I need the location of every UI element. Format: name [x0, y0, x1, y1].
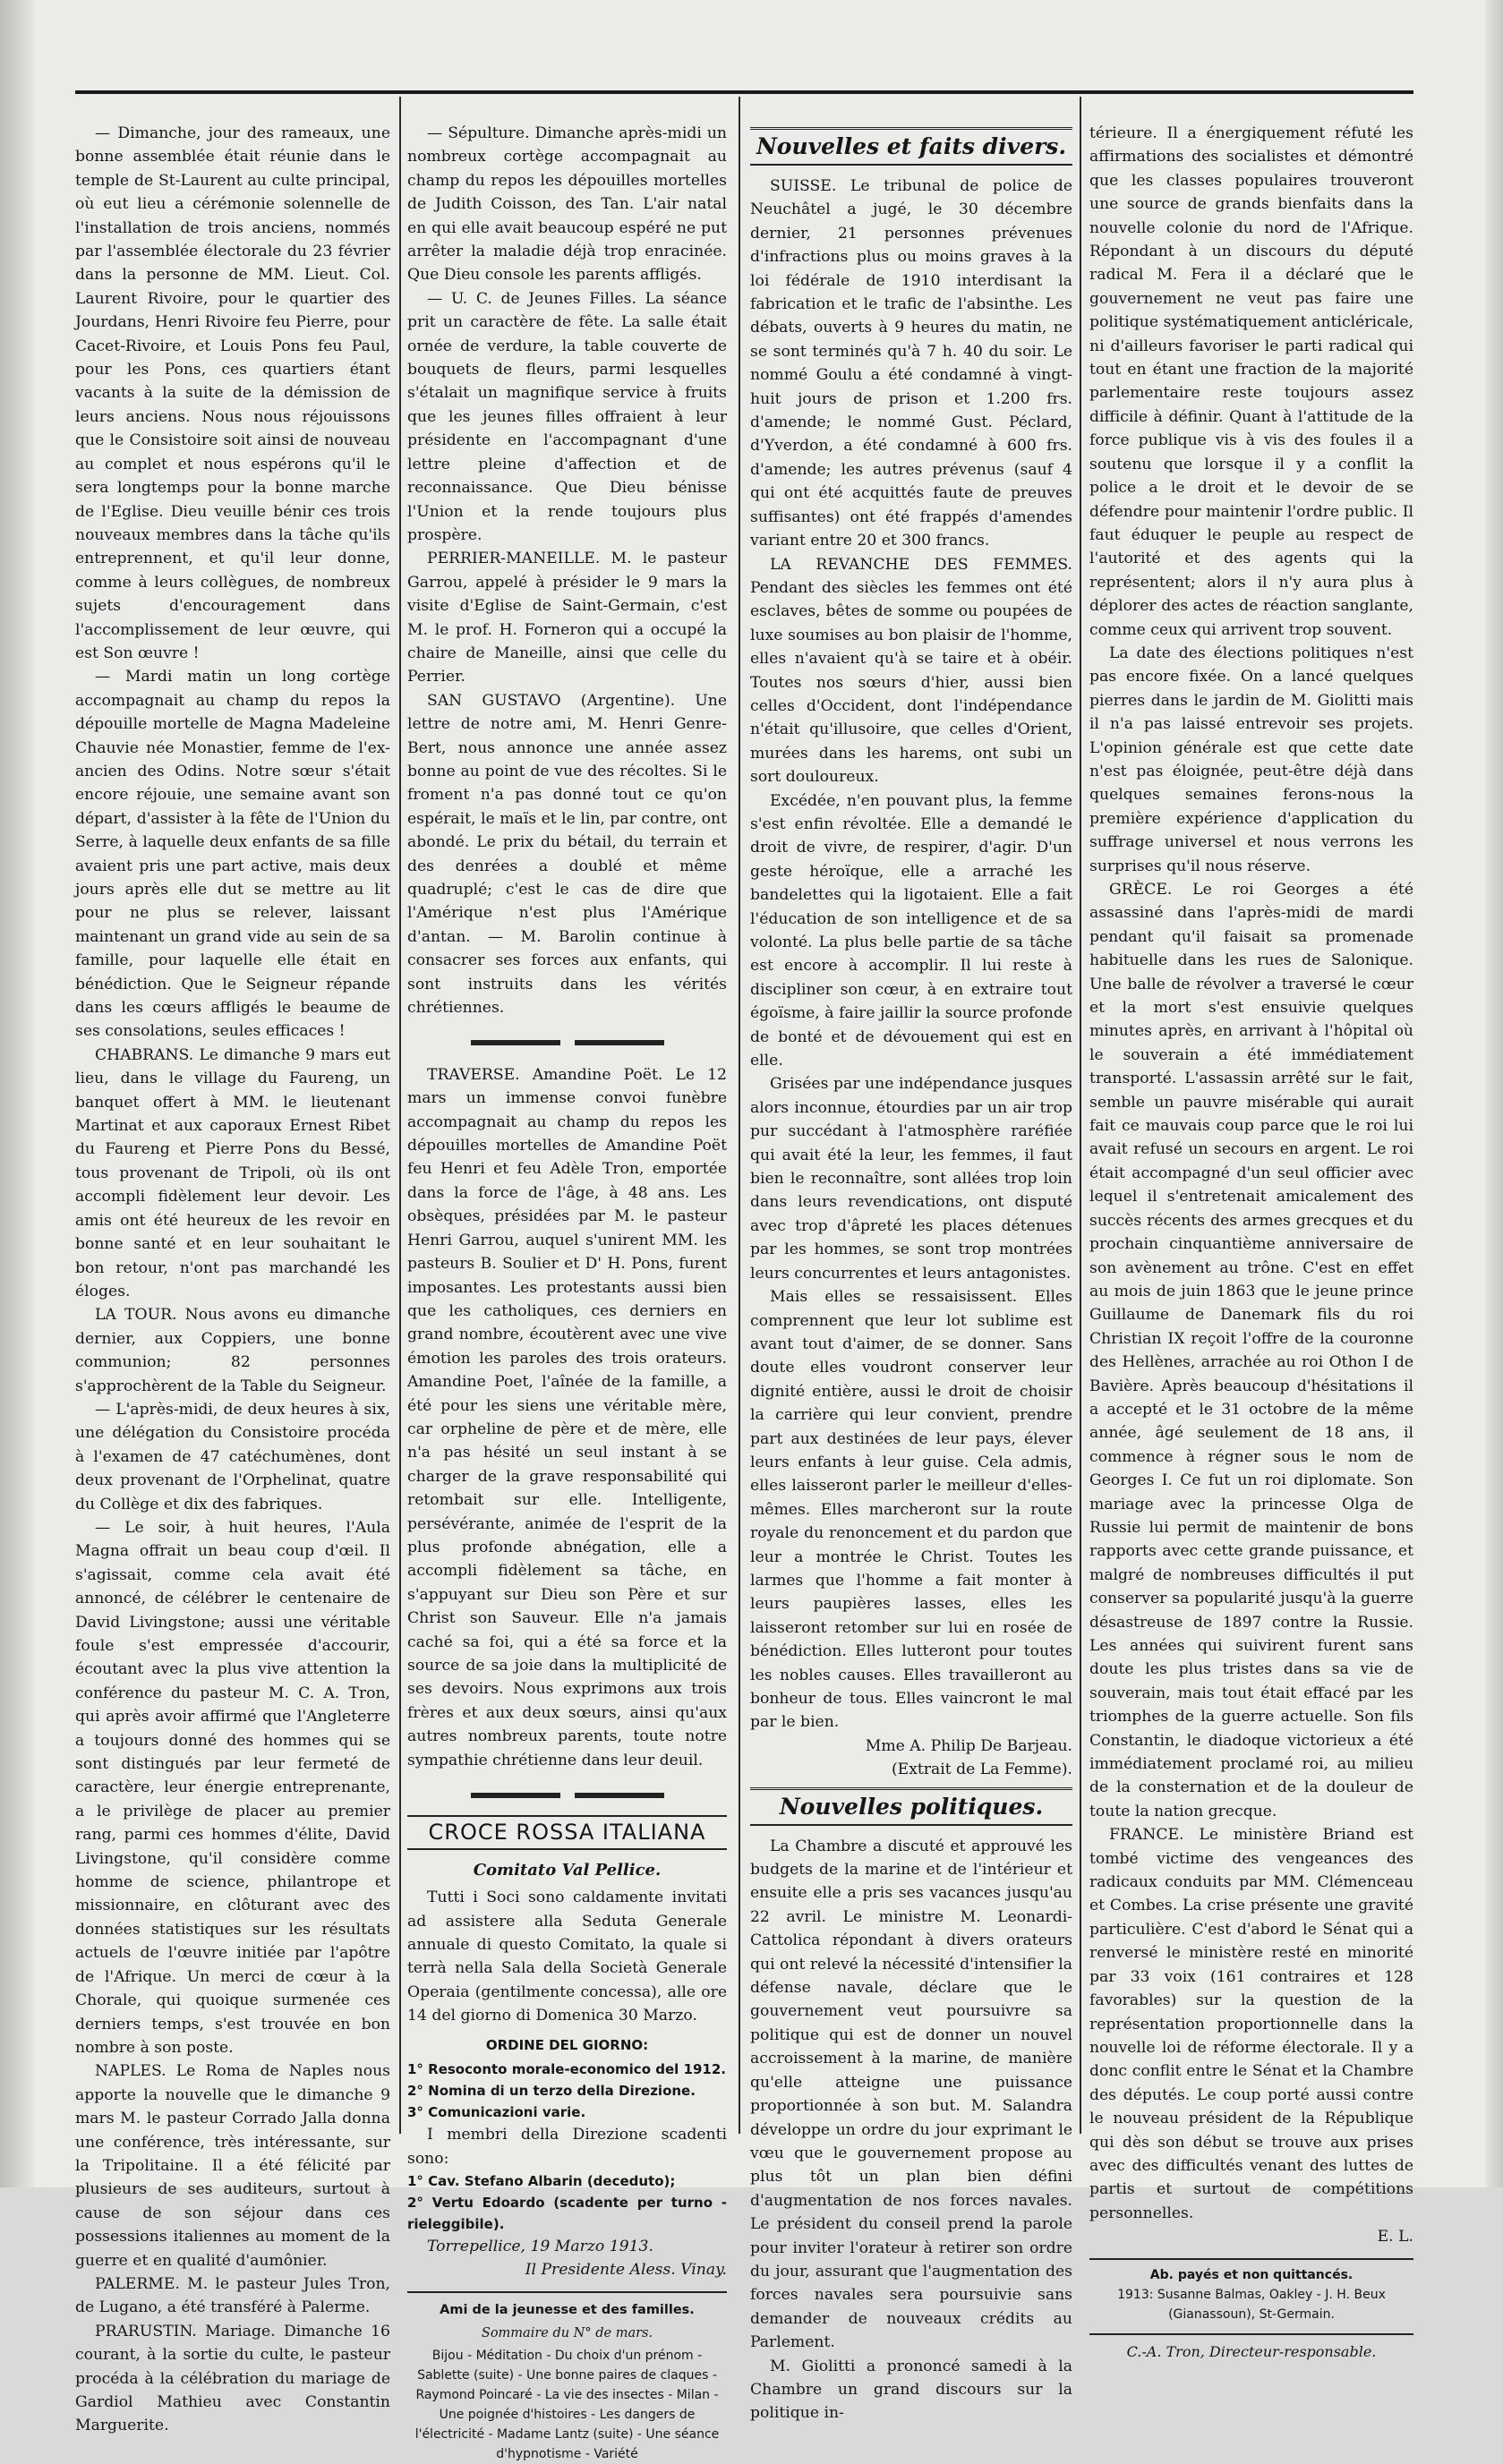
croce-intro: Tutti i Soci sono caldamente invitati ad assistere alla Seduta Generale annuale di questo Comitato, la quale si terrà nella Sala della Società Generale Operaia (gentilmente concessa), alle ore 14 del giorno di Domenica 30 Marzo.: [407, 1888, 727, 2025]
article-paragraph: — Mardi matin un long cortège accompagnait au champ du repos la dépouille mortelle de Magna Madeleine Chauvie née Monastier, femme de l'ex-ancien des Odins. Notre sœur s'était encore réjouie, une semaine avant son départ, d'assister à la fête de l'Union du Serre, à laquelle deux enfants de sa fille avaient pris une part active, mais deux jours après elle dut se mettre au lit pour ne plus se relever, laissant maintenant un grand vide au sein de sa famille, pour laquelle elle était en bénédiction. Que le Seigneur répande dans les cœurs affligés le beaume de ses consolations, seules efficaces !: [75, 668, 390, 1041]
odg-item: 1° Resoconto morale-economico del 1912.: [407, 2061, 726, 2078]
column-4: [1089, 122, 1413, 2360]
article-paragraph: SAN GUSTAVO (Argentine). Une lettre de notre ami, M. Henri Genre-Bert, nous annonce une année assez bonne au point de vue des récoltes. Si le froment n'a pas donné tout ce qu'on espérait, le maïs et le lin, par contre, ont abondé. Le prix du bétail, du terrain et des denrées a doublé et même quadruplé; c'est le cas de dire que l'Amérique n'est plus l'Amérique d'antan. — M. Barolin continue à consacrer ses forces aux enfants, qui sont instruits dans les vérités chrétiennes.: [407, 691, 727, 1018]
article-paragraph: La date des élections politiques n'est pas encore fixée. On a lancé quelques pierres dans le jardin de M. Giolitti mais il n'a pas laissé entrevoir ses projets. L'opinion générale est que cette date n'est pas éloignée, peut-être déjà dans quelques semaines ferons-nous la première expérience d'application du suffrage universel et nous verrons les surprises qu'il nous réserve.: [1089, 644, 1413, 875]
article-paragraph: TRAVERSE. Amandine Poët. Le 12 mars un immense convoi funèbre accompagnait au champ du repos les dépouilles mortelles de Amandine Poët feu Henri et feu Adèle Tron, emportée dans la force de l'âge, à 48 ans. Les obsèques, présidées par M. le pasteur Henri Garrou, auquel s'unirent MM. les pasteurs B. Soulier et D' H. Pons, furent imposantes. Les protestants aussi bien que les catholiques, ces derniers en grand nombre, écoutèrent avec une vive émotion les paroles des trois orateurs. Amandine Poet, l'aînée de la famille, a été pour les siens une véritable mère, car orpheline de père et de mère, elle n'a pas hésité un seul instant à se charger de la grave responsabilité qui retombait sur elle. Intelligente, persévérante, animée de l'esprit de la plus profonde abnégation, elle a accompli fidèlement sa tâche, en s'appuyant sur Dieu son Père et sur Christ son Sauveur. Elle n'a jamais caché sa foi, qui a été sa force et la source de sa joie dans la multiplicité de ses devoirs. Nous exprimons aux trois frères et aux deux sœurs, ainsi qu'aux autres nombreux parents, toute notre sympathie chrétienne dans leur deuil.: [407, 1065, 727, 1769]
article-paragraph: — Le soir, à huit heures, l'Aula Magna offrait un beau coup d'œil. Il s'agissait, comme cela avait été annoncé, de célébrer le centenaire de David Livingstone; aussi une véritable foule s'est empressée d'accourir, écoutant avec la plus vive attention la conférence du pasteur M. C. A. Tron, qui après avoir affirmé que l'Angleterre a toujours donné des hommes qui se sont distingués par leur fermeté de caractère, leur énergie entreprenante, a le privilège de placer au premier rang, parmi ces hommes d'élite, David Livingstone, qu'il considère comme homme de science, philantrope et missionnaire, en clôturant avec des données statistiques sur les résultats actuels de l'œuvre initiée par l'apôtre de l'Afrique. Un merci de cœur à la Chorale, qui quoique surmenée ces derniers temps, s'est trouvée en bon nombre à son poste.: [75, 1518, 390, 2057]
croce-president: Il Presidente Aless. Vinay.: [525, 2261, 727, 2280]
comitato-heading: Comitato Val Pellice.: [473, 1860, 662, 1880]
section-rule: [1089, 2258, 1413, 2260]
article-paragraph: Mais elles se ressaisissent. Elles comprennent que leur lot sublime est avant tout d'aimer, de se donner. Sans doute elles voudront conserver leur dignité entière, aussi le droit de choisir la carrière qui leur convient, prendre part aux destinées de leur pays, élever leurs enfants à leur guise. Cela admis, elles laisseront parler le meilleur d'elles-mêmes. Elles marcheront sur la route royale du renoncement et du pardon que leur a montrée le Christ. Toutes les larmes que l'homme a fait monter à leurs paupières lasses, elles les laisseront retomber sur lui en rosée de bénédiction. Elles lutteront pour toutes les nobles causes. Elles travailleront au bonheur de tous. Elles vaincront le mal par le bien.: [750, 1288, 1072, 1732]
section-heading: Nouvelles et faits divers.: [750, 127, 1072, 166]
abonnes-text: 1913: Susanne Balmas, Oakley - J. H. Beux (Gianassoun), St-Germain.: [1117, 2287, 1386, 2322]
article-paragraph: GRÈCE. Le roi Georges a été assassiné dans l'après-midi de mardi pendant qu'il faisait sa promenade habituelle dans les rues de Salonique. Une balle de révolver a traversé le cœur et la mort s'est ensuivie quelques minutes après, en arrivant à l'hôpital où le souverain a été immédiatement transporté. L'assassin arrêté sur le fait, semble un pauvre misérable qui aurait fait ce mauvais coup parce que le roi lui avait refusé un secours en argent. Le roi était accompagné d'un seul officier avec lequel il s'entretenait amicalement des succès récents des armes grecques et du prochain cinquantième anniversaire de son avènement au trône. C'est en effet au mois de juin 1863 que le jeune prince Guillaume de Danemark fils du roi Christian IX reçoit l'offre de la couronne des Hellènes, arrachée au roi Othon I de Bavière. Après beaucoup d'hésitations il a accepté et le 31 octobre de la même année, âgé seulement de 18 ans, il commence à régner sous le nom de Georges I. Ce fut un roi diplomate. Son mariage avec la princesse Olga de Russie lui permit de maintenir de bons rapports avec cette grande puissance, et malgré de nombreuses difficultés il put conserver sa popularité jusqu'à la guerre désastreuse de 1897 contre la Russie. Les années qui suivirent furent sans doute les plus tristes dans sa vie de souverain, mais tout était effacé par les triomphes de la guerre actuelle. Son fils Constantin, le diadoque victorieux a été immédiatement proclamé roi, au milieu de la consternation et de la douleur de toute la nation grecque.: [1089, 881, 1413, 1820]
article-paragraph: LA TOUR. Nous avons eu dimanche dernier, aux Coppiers, une bonne communion; 82 personnes s'approchèrent de la Table du Seigneur.: [75, 1306, 390, 1395]
section-heading: Nouvelles politiques.: [750, 1787, 1072, 1826]
sommaire-text: Bijou - Méditation - Du choix d'un prénom - Sablette (suite) - Une bonne paires de claques - Raymond Poincaré - La vie des insectes - Milan - Une poignée d'histoires - Les dangers de l'électricité - Madame Lantz (suite) - Une séance d'hypnotisme - Variété: [414, 2348, 720, 2461]
article-paragraph: térieure. Il a énergiquement réfuté les affirmations des socialistes et démontré que les classes populaires trouveront une source de grands bienfaits dans la nouvelle colonie du nord de l'Afrique. Répondant à un discours du député radical M. Fera il a déclaré que le gouvernement ne veut pas faire une politique systématiquement anticléricale, ni d'ailleurs favoriser le parti radical qui tout en étant une fraction de la majorité parlementaire reste toujours assez difficile à définir. Quant à l'attitude de la force publique vis à vis des foules il a soutenu que lorsque il y a conflit la police a le droit et le devoir de se défendre pour maintenir l'ordre public. Il faut éduquer le peuple au respect de l'autorité et des agents qui la représentent; alors il n'y aura plus à déplorer des actes de réaction sanglante, comme ceux qui arrivent trop souvent.: [1089, 124, 1413, 639]
article-paragraph: PALERME. M. le pasteur Jules Tron, de Lugano, a été transféré à Palerme.: [75, 2274, 390, 2317]
section-rule: [1089, 2333, 1413, 2335]
article-source: (Extrait de La Femme).: [891, 1761, 1072, 1779]
sommaire-title: Ami de la jeunesse et des familles.: [440, 2302, 695, 2317]
article-paragraph: M. Giolitti a prononcé samedi à la Chambre un grand discours sur la politique in-: [750, 2357, 1072, 2423]
page-right-edge: [1485, 0, 1503, 2187]
croce-rossa-title: CROCE ROSSA ITALIANA: [407, 1815, 727, 1849]
article-paragraph: Excédée, n'en pouvant plus, la femme s'est enfin révoltée. Elle a demandé le droit de vivre, de respirer, d'agir. D'un geste héroïque, elle a arraché les bandelettes qui la ligotaient. Elle a fait l'éducation de son intelligence et de sa volonté. La plus belle partie de sa tâche est encore à accomplir. Il lui reste à discipliner son cœur, à en extraire tout égoïsme, à faire jaillir la source profonde de bonté et de dévouement qui est en elle.: [750, 791, 1072, 1070]
column-2: [407, 122, 727, 2461]
article-paragraph: — Dimanche, jour des rameaux, une bonne assemblée était réunie dans le temple de St-Laurent au culte principal, où eut lieu a cérémonie solennelle de l'installation de trois anciens, nommés par l'assemblée électorale du 23 février dans la personne de MM. Lieut. Col. Laurent Rivoire, pour le quartier des Jourdans, Henri Rivoire feu Pierre, pour Cacet-Rivoire, et Louis Pons feu Paul, pour les Pons, ces quartiers étant vacants à la suite de la démission de leurs anciens. Nous nous réjouissons que le Consistoire soit ainsi de nouveau au complet et nous espérons qu'il le sera longtemps pour la bonne marche de l'Eglise. Dieu veuille bénir ces trois nouveaux membres dans la tâche qu'ils entreprennent, et qu'il leur donne, comme à leurs collègues, de nombreux sujets d'encouragement dans l'accomplissement de leur œuvre, qui est Son œuvre !: [75, 124, 390, 662]
article-paragraph: PRARUSTIN. Mariage. Dimanche 16 courant, à la sortie du culte, le pasteur procéda à la célébration du mariage de Gardiol Mathieu avec Constantin Marguerite.: [75, 2322, 390, 2435]
article-signature: E. L.: [1377, 2228, 1413, 2247]
ornament-divider: [407, 1030, 727, 1053]
ordine-del-giorno-title: ORDINE DEL GIORNO:: [485, 2036, 649, 2053]
member-item: 2° Vertu Edoardo (scadente per turno - rieleggibile).: [407, 2194, 727, 2232]
odg-item: 3° Comunicazioni varie.: [407, 2104, 586, 2121]
column-rule: [399, 97, 401, 2134]
article-signature: Mme A. Philip De Barjeau.: [865, 1736, 1072, 1755]
article-paragraph: — L'après-midi, de deux heures à six, une délégation du Consistoire procéda à l'examen de 47 catéchumènes, dont deux provenant de l'Orphelinat, quatre du Collège et dix des fabriques.: [75, 1400, 390, 1513]
member-item: 1° Cav. Stefano Albarin (deceduto);: [407, 2172, 676, 2189]
page-left-edge: [0, 0, 34, 2187]
article-paragraph: PERRIER-MANEILLE. M. le pasteur Garrou, appelé à présider le 9 mars la visite d'Eglise de Saint-Germain, c'est M. le prof. H. Forneron qui a occupé la chaire de Maneille, ainsi que celle du Perrier.: [407, 550, 727, 686]
column-rule: [739, 97, 740, 2134]
sommaire-subtitle: Sommaire du N° de mars.: [481, 2326, 653, 2341]
article-paragraph: — Sépulture. Dimanche après-midi un nombreux cortège accompagnait au champ du repos les dépouilles mortelles de Judith Coisson, des Tan. L'air natal en qui elle avait beaucoup espéré ne put arrêter la maladie déjà trop enracinée. Que Dieu console les parents affligés.: [407, 124, 727, 285]
croce-date: Torrepellice, 19 Marzo 1913.: [427, 2237, 653, 2255]
abonnes-title: Ab. payés et non quittancés.: [1149, 2267, 1354, 2282]
odg-item: 2° Nomina di un terzo della Direzione.: [407, 2083, 696, 2100]
members-intro: I membri della Direzione scadenti sono:: [407, 2126, 727, 2168]
article-paragraph: NAPLES. Le Roma de Naples nous apporte la nouvelle que le dimanche 9 mars M. le pasteur Corrado Jalla donna une conférence, très intéressante, sur la Tripolitaine. Il a été félicité par plusieurs de ses auditeurs, surtout à cause de son séjour dans ces possessions italiennes au moment de la guerre et en qualité d'aumônier.: [75, 2062, 390, 2270]
ornament-divider: [407, 1783, 727, 1806]
top-rule: [75, 90, 1413, 94]
article-paragraph: La Chambre a discuté et approuvé les budgets de la marine et de l'intérieur et ensuite elle a pris ses vacances jusqu'au 22 avril. Le ministre M. Leonardi-Cattolica répondant à divers orateurs qui ont relevé la nécessité d'intensifier la défense navale, déclare que le gouvernement veut poursuivre sa politique qui est de donner un nouvel accroissement à la marine, de manière qu'elle atteigne une puissance proportionnée à son but. M. Salandra développe un ordre du jour exprimant le vœu que le gouvernement propose au plus tôt un plan bien défini d'augmentation de nos forces navales. Le président du conseil prend la parole pour inviter l'orateur à retirer son ordre du jour, assurant que l'augmentation des forces navales sera poursuivie sans demander de nouveaux crédits au Parlement.: [750, 1837, 1072, 2352]
article-paragraph: — U. C. de Jeunes Filles. La séance prit un caractère de fête. La salle était ornée de verdure, la table couverte de bouquets de fleurs, parmi lesquelles s'étalait un magnifique service à fruits que les jeunes filles offraient à leur présidente en l'accompagnant d'une lettre pleine d'affection et de reconnaissance. Que Dieu bénisse l'Union et la rende toujours plus prospère.: [407, 289, 727, 544]
article-paragraph: CHABRANS. Le dimanche 9 mars eut lieu, dans le village du Faureng, un banquet offert à MM. le lieutenant Martinat et aux caporaux Ernest Ribet du Faureng et Pierre Pons du Bessé, tous provenant de Tripoli, où ils ont accompli fidèlement leur devoir. Les amis ont été heureux de les revoir en bonne santé et en leur souhaitant le bon retour, n'ont pas marchandé les éloges.: [75, 1045, 390, 1300]
column-1: [75, 122, 390, 2435]
article-paragraph: Grisées par une indépendance jusques alors inconnue, étourdies par un air trop pur succédant à l'atmosphère raréfiée qui avait été la leur, les femmes, il faut bien le reconnaître, sont allées trop loin dans leurs revendications, ont disputé avec trop d'âpreté les places détenues par les hommes, se sont trop montrées leurs concurrentes et leurs antagonistes.: [750, 1075, 1072, 1283]
article-paragraph: SUISSE. Le tribunal de police de Neuchâtel a jugé, le 30 décembre dernier, 21 personnes prévenues d'infractions plus ou moins graves à la loi fédérale de 1910 interdisant la fabrication et le trafic de l'absinthe. Les débats, ouverts à 9 heures du matin, ne se sont terminés qu'à 7 h. 40 du soir. Le nommé Goulu a été condamné à vingt-huit jours de prison et 1.200 frs. d'amende; le nommé Gust. Péclard, d'Yverdon, a été condamné à 600 frs. d'amende; les autres prévenus (sauf 4 qui ont été acquittés faute de preuves suffisantes) ont été frappés d'amendes variant entre 20 et 300 francs.: [750, 177, 1072, 550]
column-3: [750, 122, 1072, 2423]
director-line: C.-A. Tron, Directeur-responsable.: [1126, 2342, 1377, 2360]
article-paragraph: LA REVANCHE DES FEMMES. Pendant des siècles les femmes ont été esclaves, bêtes de somme ou poupées de luxe soumises au bon plaisir de l'homme, elles n'avaient qu'à se taire et à obéir. Toutes nos sœurs d'hier, aussi bien celles d'Occident, dont l'indépendance n'était qu'illusoire, que celles d'Orient, murées dans les harems, ont subi un sort douloureux.: [750, 555, 1072, 787]
column-rule: [1080, 97, 1081, 2134]
article-paragraph: FRANCE. Le ministère Briand est tombé victime des vengeances des radicaux conduits par MM. Clémenceau et Combes. La crise présente une gravité particulière. C'est d'abord le Sénat qui a renversé le ministère resté en minorité par 33 voix (161 contraires et 128 favorables) sur la question de la représentation proportionnelle dans la nouvelle loi de réforme électorale. Il y a donc conflit entre le Sénat et la Chambre des députés. Le coup porté aussi contre le nouveau président de la République qui dès son début se trouve aux prises avec des difficultés venant des luttes de partis et surtout de compétitions personnelles.: [1089, 1826, 1413, 2222]
section-rule: [407, 2291, 727, 2293]
